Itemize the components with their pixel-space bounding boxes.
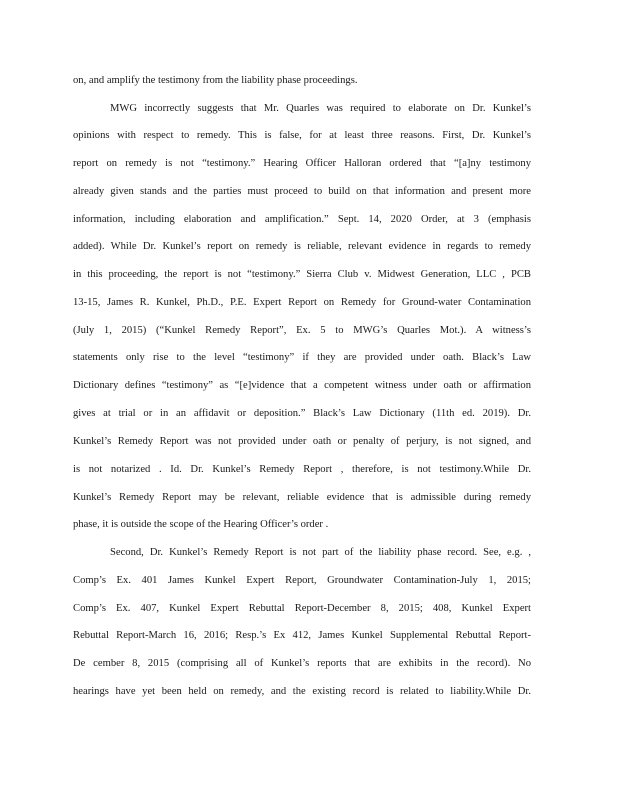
text-line: Comp’s Ex. 401 James Kunkel Expert Report, Groundwater Contamination-July 1, 2015; [73, 575, 531, 586]
text-line: Dictionary defines “testimony” as “[e]vidence that a competent witness under oath or affirmation [73, 380, 531, 391]
text-line: 13-15, James R. Kunkel, Ph.D., P.E. Expert Report on Remedy for Ground-water Contamination [73, 297, 531, 308]
text-line: statements only rise to the level “testimony” if they are provided under oath. Black’s Law [73, 352, 531, 363]
text-line: De cember 8, 2015 (comprising all of Kunkel’s reports that are exhibits in the record). No [73, 658, 531, 669]
text-line: information, including elaboration and amplification.” Sept. 14, 2020 Order, at 3 (emphasis [73, 214, 531, 225]
text-line: Kunkel’s Remedy Report was not provided under oath or penalty of perjury, is not signed, and [73, 436, 531, 447]
text-line: already given stands and the parties must proceed to build on that information and present more [73, 186, 531, 197]
text-line: added). While Dr. Kunkel’s report on remedy is reliable, relevant evidence in regards to remedy [73, 241, 531, 252]
text-line: hearings have yet been held on remedy, and the existing record is related to liability.While Dr. [73, 686, 531, 697]
text-line: (July 1, 2015) (“Kunkel Remedy Report”, Ex. 5 to MWG’s Quarles Mot.). A witness’s [73, 325, 531, 336]
text-line: Rebuttal Report-March 16, 2016; Resp.’s Ex 412, James Kunkel Supplemental Rebuttal Report- [73, 630, 531, 641]
text-line: opinions with respect to remedy. This is false, for at least three reasons. First, Dr. Kunkel’s [73, 130, 531, 141]
text-line: gives at trial or in an affidavit or deposition.” Black’s Law Dictionary (11th ed. 2019). Dr. [73, 408, 531, 419]
text-line: MWG incorrectly suggests that Mr. Quarles was required to elaborate on Dr. Kunkel’s [110, 103, 531, 114]
text-line: Kunkel’s Remedy Report may be relevant, reliable evidence that is admissible during remedy [73, 492, 531, 503]
text-line: in this proceeding, the report is not “testimony.” Sierra Club v. Midwest Generation, LLC , PCB [73, 269, 531, 280]
text-line: phase, it is outside the scope of the Hearing Officer’s order . [73, 519, 329, 530]
text-line: Comp’s Ex. 407, Kunkel Expert Rebuttal Report-December 8, 2015; 408, Kunkel Expert [73, 603, 531, 614]
text-line: report on remedy is not “testimony.” Hearing Officer Halloran ordered that “[a]ny testimony [73, 158, 531, 169]
text-line: on, and amplify the testimony from the liability phase proceedings. [73, 75, 358, 86]
text-line: Second, Dr. Kunkel’s Remedy Report is not part of the liability phase record. See, e.g. , [110, 547, 531, 558]
text-line: is not notarized . Id. Dr. Kunkel’s Remedy Report , therefore, is not testimony.While Dr. [73, 464, 531, 475]
